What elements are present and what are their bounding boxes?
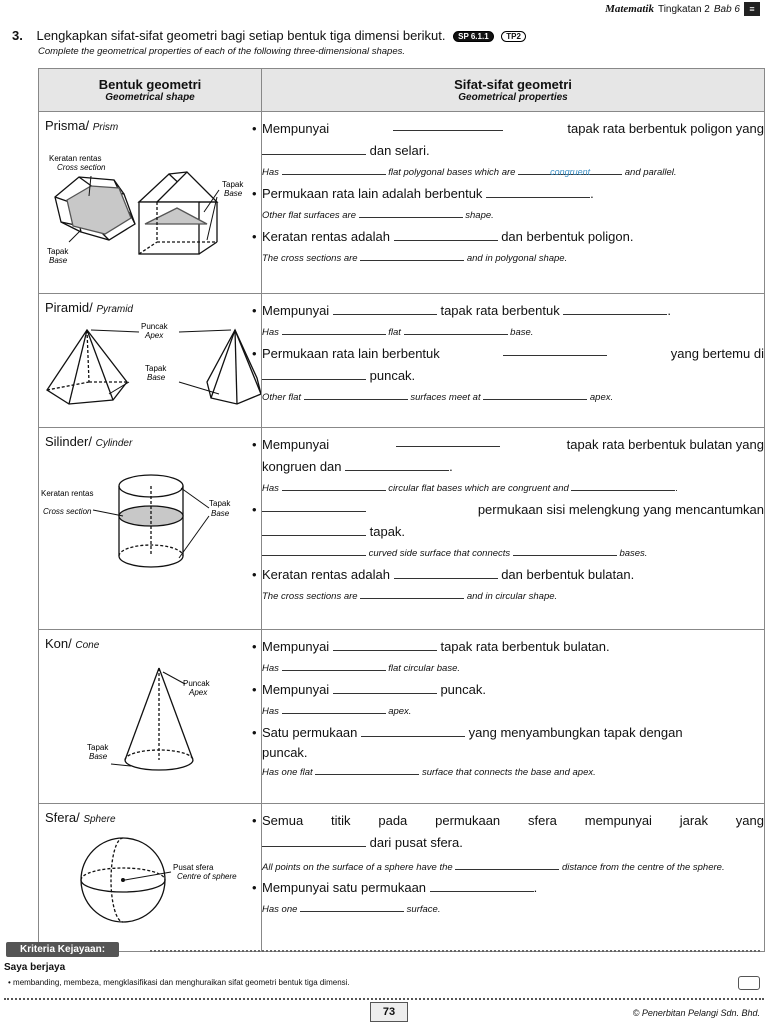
blank[interactable] [282, 701, 386, 714]
blank[interactable] [282, 162, 386, 175]
sphere-e2a: Has one [262, 904, 298, 915]
level-label: Tingkatan 2 [657, 3, 710, 15]
pyramid-b2 [262, 343, 764, 365]
prism-e1 [262, 162, 764, 183]
blank[interactable] [300, 899, 404, 912]
prism-b1b: tapak rata berbentuk poligon yang [567, 121, 764, 136]
subject-label: Matematik [605, 3, 654, 15]
blank[interactable] [394, 228, 498, 241]
cone-b1 [262, 636, 764, 658]
page-header [605, 2, 760, 16]
cylinder-e2 [262, 543, 764, 564]
table-row-sphere [39, 804, 765, 952]
prism-base-label-2: Tapak [47, 247, 69, 256]
sphere-figure [39, 804, 261, 946]
cone-e3b: surface that connects the base and apex. [421, 767, 596, 778]
blank[interactable] [430, 879, 534, 892]
question [12, 28, 526, 57]
cone-e1b: flat circular base. [388, 663, 460, 674]
pyramid-e2 [262, 387, 764, 408]
prism-name-ms: Prisma/ [45, 118, 90, 133]
cone-b3c: puncak. [262, 745, 308, 760]
cone-props [262, 630, 765, 804]
sphere-e1b: distance from the centre of the sphere. [561, 862, 725, 873]
sphere-b2a: Mempunyai satu permukaan [262, 880, 427, 895]
col-props-ms: Sifat-sifat geometri [454, 77, 572, 92]
cone-e3 [262, 762, 764, 783]
pyramid-b2b: yang bertemu di [670, 346, 764, 361]
cylinder-e3 [262, 586, 764, 607]
prism-cross-label-en: Cross section [57, 163, 106, 172]
prism-b3b: dan berbentuk poligon. [501, 229, 634, 244]
pyramid-e1a: Has [262, 327, 279, 338]
prism-e3a: The cross sections are [262, 253, 358, 264]
cone-base-label-en: Base [89, 752, 108, 761]
prism-name [45, 118, 118, 133]
blank[interactable] [483, 387, 587, 400]
cone-b2 [262, 679, 764, 701]
cylinder-e1 [262, 478, 764, 499]
sphere-b1 [262, 810, 764, 832]
cone-apex-label: Puncak [183, 679, 210, 688]
cylinder-e2b: bases. [619, 548, 648, 559]
prism-e2a: Other flat surfaces are [262, 210, 356, 221]
col-props-header [262, 69, 765, 112]
pyramid-apex-label-en: Apex [145, 331, 164, 340]
cone-e3a: Has one flat [262, 767, 313, 778]
cone-b3 [262, 722, 764, 744]
publisher: © Penerbitan Pelangi Sdn. Bhd. [632, 1008, 760, 1018]
cylinder-b1-cont [262, 456, 764, 478]
prism-b1-cont [262, 140, 764, 162]
cone-e2b: apex. [388, 706, 412, 717]
prism-b1 [262, 118, 764, 140]
sphere-b2end: . [533, 880, 538, 895]
cylinder-cross-label-en: Cross section [43, 507, 92, 516]
blank[interactable] [361, 724, 465, 737]
sp-tag: SP 6.1.1 [453, 31, 494, 42]
prism-base-label: Tapak [222, 180, 244, 189]
cone-e1a: Has [262, 663, 279, 674]
prism-e1a: Has [262, 167, 279, 178]
cone-e1 [262, 658, 764, 679]
cylinder-b2 [262, 499, 764, 521]
col-props-en: Geometrical properties [458, 92, 568, 103]
page-number: 73 [370, 1002, 408, 1022]
cylinder-e1end: . [675, 483, 679, 494]
cylinder-name-en: Cylinder [95, 438, 133, 449]
cone-e2a: Has [262, 706, 279, 717]
prism-e2b: shape. [465, 210, 494, 221]
pyramid-b2c: puncak. [369, 368, 416, 383]
chapter-label: Bab 6 [713, 3, 740, 15]
chapter-icon: ≡ [744, 2, 760, 16]
cylinder-b3a: Keratan rentas adalah [262, 567, 390, 582]
prism-b2-text: Permukaan rata lain adalah berbentuk [262, 186, 483, 201]
cylinder-b2a: • permukaan sisi melengkung yang mencantumkan [477, 502, 764, 517]
blank[interactable] [396, 434, 500, 447]
cylinder-figure [39, 428, 261, 624]
table-header-row [39, 69, 765, 112]
sphere-b1-cont [262, 832, 764, 854]
blank[interactable] [262, 142, 366, 155]
question-english: Complete the geometrical properties of each of the following three-dimensional shapes. [38, 46, 406, 57]
kriteria-divider [150, 950, 760, 952]
prism-figure [39, 112, 261, 288]
cylinder-b1b: tapak rata berbentuk bulatan yang [566, 437, 764, 452]
pyramid-e2b: surfaces meet at [410, 392, 481, 403]
blank[interactable] [455, 857, 559, 870]
cylinder-name-ms: Silinder/ [45, 434, 92, 449]
sphere-name [45, 810, 116, 825]
sphere-e2b: surface. [406, 904, 441, 915]
blank[interactable] [262, 543, 366, 556]
table-row-pyramid [39, 294, 765, 428]
cone-b3-cont [262, 744, 764, 762]
blank[interactable] [333, 681, 437, 694]
blank[interactable] [486, 185, 590, 198]
prism-base-label-en: Base [224, 189, 243, 198]
table-row-cone [39, 630, 765, 804]
cylinder-e3b: and in circular shape. [466, 591, 558, 602]
sphere-e1a: All points on the surface of a sphere have the [262, 862, 453, 873]
pyramid-b1a: Mempunyai [262, 303, 330, 318]
pyramid-base-label: Tapak [145, 364, 167, 373]
pyramid-e2c: apex. [589, 392, 614, 403]
cylinder-b1 [262, 434, 764, 456]
cylinder-name [45, 434, 132, 449]
question-text: Lengkapkan sifat-sifat geometri bagi setiap bentuk tiga dimensi berikut. [36, 28, 446, 43]
prism-name-en: Prism [92, 122, 119, 133]
sphere-props [262, 804, 765, 952]
prism-b1c: dan selari. [369, 143, 430, 158]
properties-table [38, 68, 765, 952]
blank[interactable] [262, 834, 366, 847]
cylinder-b3b: dan berbentuk bulatan. [501, 567, 635, 582]
pyramid-name-ms: Piramid/ [45, 300, 93, 315]
pyramid-b1end: . [667, 303, 671, 318]
blank[interactable] [304, 387, 408, 400]
cylinder-b2-cont [262, 521, 764, 543]
cylinder-b1c: kongruen dan [262, 459, 342, 474]
criterion-checkbox[interactable] [738, 976, 760, 990]
cylinder-e1b: circular flat bases which are congruent and [388, 483, 569, 494]
prism-b2-end: . [590, 186, 594, 201]
cylinder-cross-label: Keratan rentas [41, 489, 94, 498]
sphere-b2 [262, 877, 764, 899]
blank[interactable] [333, 302, 437, 315]
blank[interactable] [333, 638, 437, 651]
blank[interactable] [503, 343, 607, 356]
prism-e3 [262, 248, 764, 269]
blank[interactable] [393, 118, 503, 131]
blank[interactable] [262, 523, 366, 536]
blank[interactable] [394, 566, 498, 579]
sphere-e1 [262, 857, 764, 874]
blank[interactable] [262, 367, 366, 380]
cylinder-b1end: . [449, 459, 453, 474]
sphere-name-ms: Sfera/ [45, 810, 80, 825]
blank[interactable] [404, 322, 508, 335]
cone-base-label: Tapak [87, 743, 109, 752]
prism-props [262, 112, 765, 294]
col-shape-en: Geometrical shape [105, 92, 195, 103]
prism-cross-label: Keratan rentas [49, 154, 102, 163]
cylinder-base-label-en: Base [211, 509, 230, 518]
prism-b1a: • Mempunyai [262, 121, 330, 136]
cone-b2b: puncak. [440, 682, 486, 697]
table-row-cylinder [39, 428, 765, 630]
cylinder-props [262, 428, 765, 630]
sphere-b1b: dari pusat sfera. [369, 835, 463, 850]
pyramid-name-en: Pyramid [96, 304, 133, 315]
cone-b1b: tapak rata berbentuk bulatan. [440, 639, 610, 654]
tp-tag: TP2 [501, 31, 526, 42]
pyramid-e1 [262, 322, 764, 343]
prism-e1b: flat polygonal bases which are [388, 167, 516, 178]
blank[interactable] [513, 543, 617, 556]
pyramid-b1 [262, 300, 764, 322]
cylinder-base-label: Tapak [209, 499, 231, 508]
pyramid-cell [39, 294, 262, 428]
prism-b3 [262, 226, 764, 248]
col-shape-ms: Bentuk geometri [98, 77, 202, 92]
cylinder-e3a: The cross sections are [262, 591, 358, 602]
prism-base-label-2-en: Base [49, 256, 68, 265]
sphere-e2 [262, 899, 764, 920]
blank[interactable] [282, 658, 386, 671]
cone-name-en: Cone [75, 640, 100, 651]
blank[interactable] [345, 458, 449, 471]
pyramid-base-label-en: Base [147, 373, 166, 382]
cone-b3a: Satu permukaan [262, 725, 358, 740]
pyramid-apex-label: Puncak [141, 322, 168, 331]
pyramid-b2-cont [262, 365, 764, 387]
prism-answer-congruent[interactable]: congruent [518, 162, 622, 175]
blank[interactable] [563, 302, 667, 315]
question-number: 3. [12, 28, 23, 43]
prism-e3b: and in polygonal shape. [466, 253, 568, 264]
blank[interactable] [360, 248, 464, 261]
pyramid-e1c: base. [510, 327, 534, 338]
cone-cell [39, 630, 262, 804]
sphere-cell [39, 804, 262, 952]
blank[interactable] [315, 762, 419, 775]
pyramid-name [45, 300, 133, 315]
sphere-centre-label-en: Centre of sphere [177, 872, 237, 881]
cylinder-b3 [262, 564, 764, 586]
prism-b3a: Keratan rentas adalah [262, 229, 390, 244]
cone-b1a: Mempunyai [262, 639, 330, 654]
blank[interactable] [571, 478, 675, 491]
cylinder-e2a: curved side surface that connects [368, 548, 511, 559]
pyramid-e2a: Other flat [262, 392, 302, 403]
prism-e1c: and parallel. [624, 167, 677, 178]
cone-apex-label-en: Apex [189, 688, 208, 697]
cylinder-b1a: • Mempunyai [262, 437, 330, 452]
pyramid-b1b: tapak rata berbentuk [440, 303, 560, 318]
pyramid-e1b: flat [388, 327, 401, 338]
sphere-name-en: Sphere [83, 814, 116, 825]
footer-divider [4, 998, 764, 1000]
blank[interactable] [282, 478, 386, 491]
cylinder-e1a: Has [262, 483, 279, 494]
svg-text:Keratan rentas [49, 154, 101, 163]
cone-figure [39, 630, 261, 798]
cone-name [45, 636, 99, 651]
table-row-prism [39, 112, 765, 294]
prism-b2 [262, 183, 764, 205]
prism-e2 [262, 205, 764, 226]
saya-berjaya: Saya berjaya [4, 962, 66, 973]
pyramid-b2a: • Permukaan rata lain berbentuk [262, 346, 440, 361]
cylinder-cell [39, 428, 262, 630]
sphere-b1a: Semua titik pada permukaan sfera mempunyai jarak yang [262, 813, 764, 828]
cone-b3b: yang menyambungkan tapak dengan [468, 725, 683, 740]
blank[interactable] [360, 586, 464, 599]
col-shape-header [39, 69, 262, 112]
kriteria-badge: Kriteria Kejayaan: [6, 942, 119, 957]
sphere-centre-label: Pusat sfera [173, 863, 214, 872]
blank[interactable] [282, 322, 386, 335]
blank[interactable] [262, 499, 366, 512]
pyramid-props [262, 294, 765, 428]
cylinder-b2b: tapak. [369, 524, 406, 539]
prism-cell [39, 112, 262, 294]
cone-b2a: Mempunyai [262, 682, 330, 697]
success-criterion-text: membanding, membeza, mengklasifikasi dan menghuraikan sifat geometri bentuk tiga dimensi. [13, 978, 350, 987]
success-criterion: • membanding, membeza, mengklasifikasi dan menghuraikan sifat geometri bentuk tiga dimensi. [8, 978, 350, 987]
cone-e2 [262, 701, 764, 722]
blank[interactable] [359, 205, 463, 218]
cone-name-ms: Kon/ [45, 636, 72, 651]
